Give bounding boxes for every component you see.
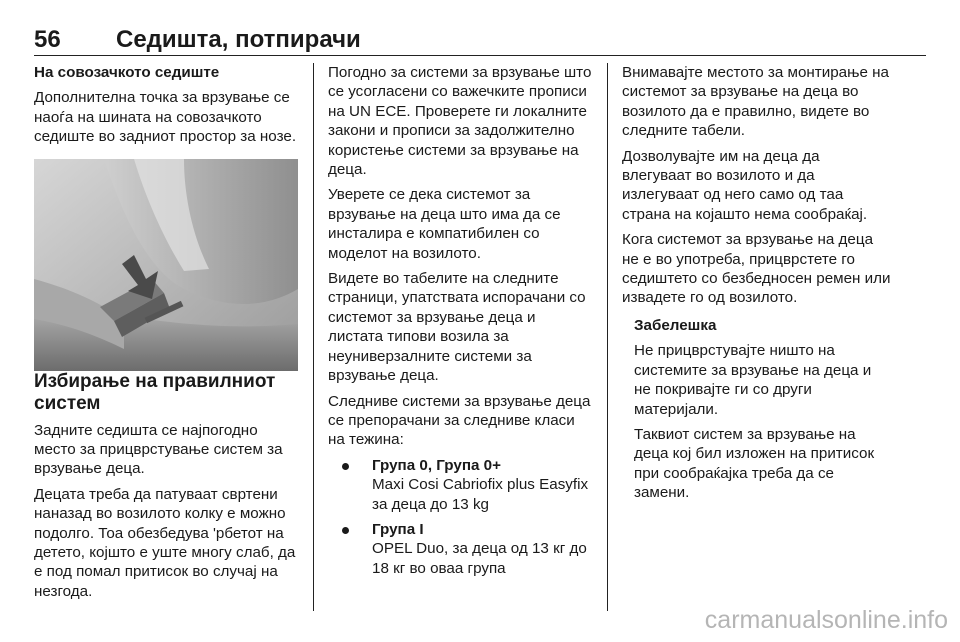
watermark: carmanualsonline.info <box>704 606 948 634</box>
intro-paragraph: Дополнителна точка за врзување се наоѓа на шината на совозачкото седиште во задниот простор за нозе. <box>34 89 297 146</box>
header-divider <box>34 55 926 56</box>
column-left <box>34 63 300 607</box>
list-item <box>328 520 594 578</box>
paragraph: Кога системот за врзување на деца не е во употреба, прицврстете го седиштето со безбедносен ремен или извадете го од возилото. <box>622 231 891 307</box>
list-item <box>328 456 594 514</box>
column-divider <box>607 63 608 611</box>
bullet-icon <box>342 527 349 534</box>
subsection-heading: На совозачкото седиште <box>34 64 220 81</box>
column-divider <box>313 63 314 611</box>
paragraph: Децата треба да патуваат свртени наназад во возилото колку е можно подолго. Тоа обезбедува 'рбетот на детето, којшто е уште многу слаб, да е под помал притисок во случај на незгода. <box>34 485 296 600</box>
note-paragraph: Таквиот систем за врзување на деца кој бил изложен на притисок при сообраќајка треба да се замени. <box>634 425 875 502</box>
list-item-text: Maxi Cosi Cabriofix plus Easyfix за деца до 13 kg <box>372 476 589 513</box>
paragraph: Видете во табелите на следните страници, упатствата испорачани со системот за врзување деца и листата типови возила за неуниверзалните системи за врзување деца. <box>328 270 586 385</box>
paragraph: Уверете се дека системот за врзување на деца што има да се инсталира е компатибилен со моделот на возилото. <box>328 186 561 262</box>
list-item-title: Група 0, Група 0+ <box>372 456 501 474</box>
list-item-text: OPEL Duo, за деца од 13 кг до 18 кг во оваа група <box>372 540 587 577</box>
paragraph: Внимавајте местото за монтирање на системот за врзување на деца во возилото да е правилно, видете во следните табели. <box>622 64 889 140</box>
column-middle <box>328 63 594 584</box>
chapter-title: Седишта, потпирачи <box>116 26 361 53</box>
note-box <box>622 316 892 503</box>
section-title: Избирање на правилниот систем <box>34 370 276 414</box>
seat-anchor-photo <box>34 159 298 371</box>
page-number: 56 <box>34 26 61 53</box>
note-paragraph: Не прицврстувајте ништо на системите за врзување на деца и не покривајте ги со други материјали. <box>634 342 872 418</box>
paragraph: Погодно за системи за врзување што се усогласени со важечките прописи на UN ECE. Проверете ги локалните закони и прописи за задолжително користење системи за врзување на деца. <box>328 64 592 179</box>
column-right <box>622 63 892 509</box>
bullet-icon <box>342 463 349 470</box>
note-title: Забелешка <box>634 316 717 334</box>
paragraph: Дозволувајте им на деца да влегуваат во возилото и да излегуваат од него само од таа страна на којашто нема сообраќај. <box>622 147 868 223</box>
paragraph: Задните седишта се најпогодно место за прицврстување систем за врзување деца. <box>34 421 283 478</box>
page-header <box>34 26 926 52</box>
paragraph: Следниве системи за врзување деца се препорачани за следниве класи на тежина: <box>328 392 591 449</box>
list-item-title: Група I <box>372 520 424 538</box>
